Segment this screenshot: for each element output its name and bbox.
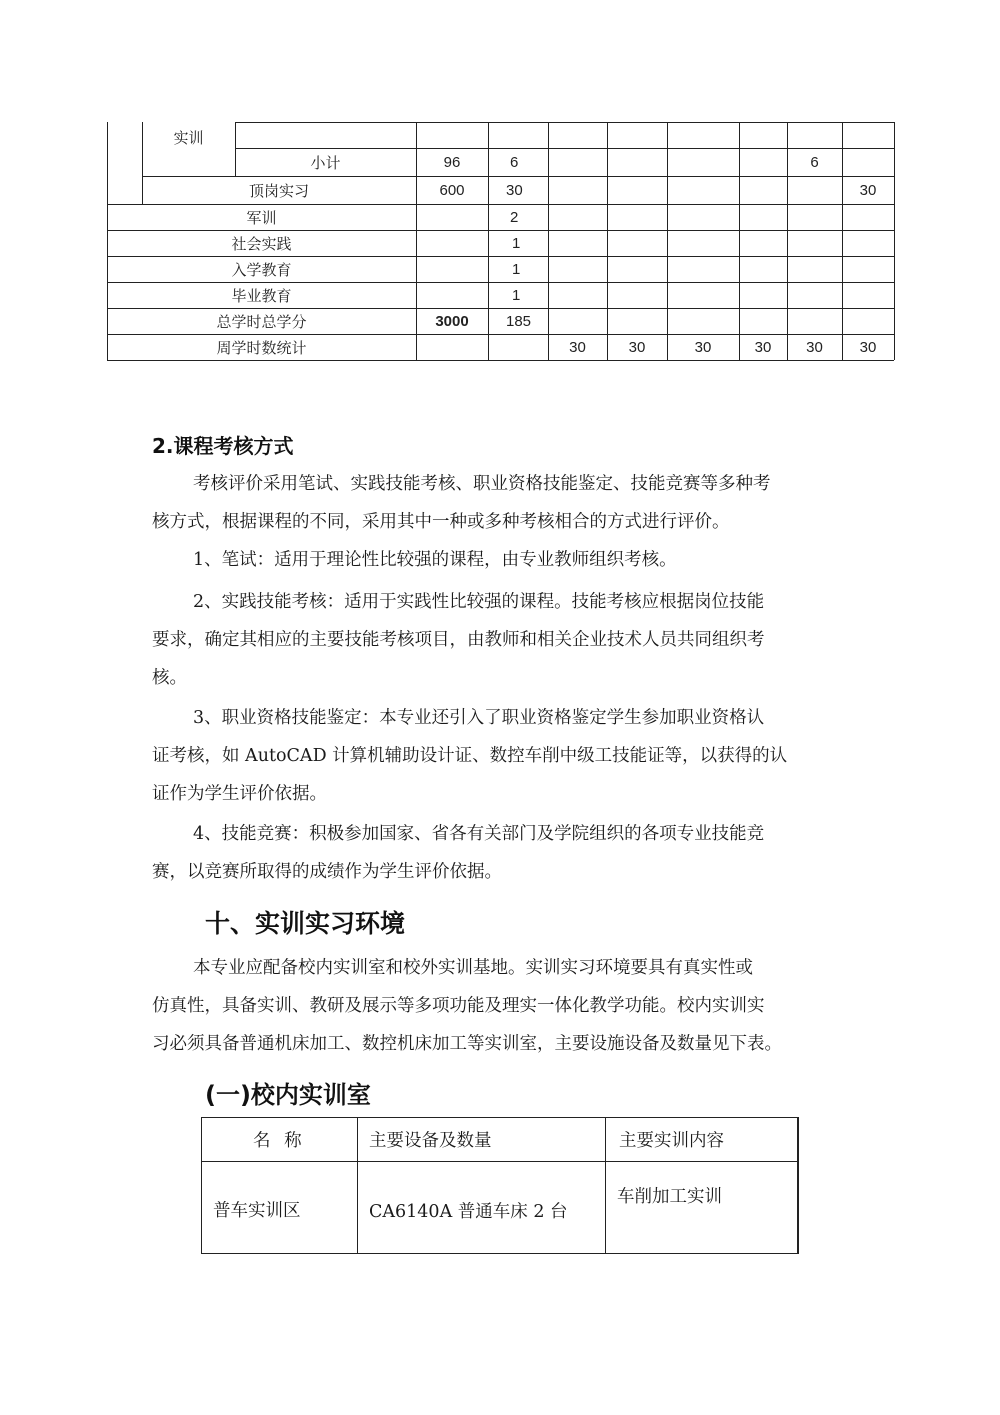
environment-para-line3: 习必须具备普通机床加工、数控机床加工等实训室，主要设施设备及数量见下表。 xyxy=(152,1034,782,1054)
military-credits: 2 xyxy=(510,209,519,226)
internship-sem6: 30 xyxy=(859,182,877,199)
assessment-intro-line2: 核方式，根据课程的不同，采用其中一种或多种考核相合的方式进行评价。 xyxy=(152,512,730,532)
environment-para-line2: 仿真性，具备实训、教研及展示等多项功能及理实一体化教学功能。校内实训实 xyxy=(152,996,765,1016)
internship-hours: 600 xyxy=(439,182,465,199)
lab-row1-equipment: CA6140A 普通车床 2 台 xyxy=(369,1202,568,1222)
assessment-item2-line2: 要求，确定其相应的主要技能考核项目，由教师和相关企业技术人员共同组织考 xyxy=(152,630,765,650)
assessment-item4-line2: 赛，以竞赛所取得的成绩作为学生评价依据。 xyxy=(152,862,502,882)
graduation-education-label: 毕业教育 xyxy=(231,287,292,305)
assessment-item1: 1、笔试：适用于理论性比较强的课程，由专业教师组织考核。 xyxy=(193,550,677,570)
lab-col-equipment: 主要设备及数量 xyxy=(369,1131,492,1151)
internship-credits: 30 xyxy=(506,182,523,199)
military-label: 军训 xyxy=(246,209,277,227)
subtotal-credits: 6 xyxy=(510,154,519,171)
lab-subheading: (一)校内实训室 xyxy=(205,1081,371,1109)
assessment-intro-line1: 考核评价采用笔试、实践技能考核、职业资格技能鉴定、技能竞赛等多种考 xyxy=(193,474,771,494)
total-hours: 3000 xyxy=(435,313,469,330)
lab-table xyxy=(201,1117,799,1254)
internship-label: 顶岗实习 xyxy=(248,182,309,200)
lab-row1-content: 车削加工实训 xyxy=(617,1187,722,1207)
graduation-education-credits: 1 xyxy=(512,287,521,304)
assessment-item2-line3: 核。 xyxy=(152,668,187,688)
total-label: 总学时总学分 xyxy=(216,313,307,331)
weekly-hours-sem2: 30 xyxy=(628,339,646,356)
subtotal-label: 小计 xyxy=(310,154,341,172)
assessment-item4-line1: 4、技能竞赛：积极参加国家、省各有关部门及学院组织的各项专业技能竞 xyxy=(193,824,765,844)
total-credits: 185 xyxy=(506,313,532,330)
social-practice-credits: 1 xyxy=(512,235,521,252)
assessment-item3-line2: 证考核，如 AutoCAD 计算机辅助设计证、数控车削中级工技能证等，以获得的认 xyxy=(152,746,788,766)
entrance-education-credits: 1 xyxy=(512,261,521,278)
lab-col-content: 主要实训内容 xyxy=(619,1131,724,1151)
assessment-item3-line1: 3、职业资格技能鉴定：本专业还引入了职业资格鉴定学生参加职业资格认 xyxy=(193,708,765,728)
social-practice-label: 社会实践 xyxy=(231,235,292,253)
environment-para-line1: 本专业应配备校内实训室和校外实训基地。实训实习环境要具有真实性或 xyxy=(193,958,753,978)
assessment-item3-line3: 证作为学生评价依据。 xyxy=(152,784,327,804)
subtotal-sem5: 6 xyxy=(810,154,819,171)
assessment-item2-line1: 2、实践技能考核：适用于实践性比较强的课程。技能考核应根据岗位技能 xyxy=(193,592,765,612)
weekly-hours-sem5: 30 xyxy=(806,339,823,356)
subtotal-hours: 96 xyxy=(443,154,461,171)
practical-training-label: 实训 xyxy=(173,128,204,147)
weekly-hours-sem3: 30 xyxy=(694,339,712,356)
lab-row1-name: 普车实训区 xyxy=(213,1201,301,1221)
weekly-hours-sem4: 30 xyxy=(754,339,772,356)
weekly-hours-label: 周学时数统计 xyxy=(216,339,307,357)
lab-col-name: 名 称 xyxy=(253,1131,306,1151)
assessment-heading: 2.课程考核方式 xyxy=(152,434,294,458)
weekly-hours-sem6: 30 xyxy=(859,339,877,356)
weekly-hours-sem1: 30 xyxy=(569,339,586,356)
entrance-education-label: 入学教育 xyxy=(231,261,292,279)
environment-heading: 十、实训实习环境 xyxy=(205,909,406,938)
